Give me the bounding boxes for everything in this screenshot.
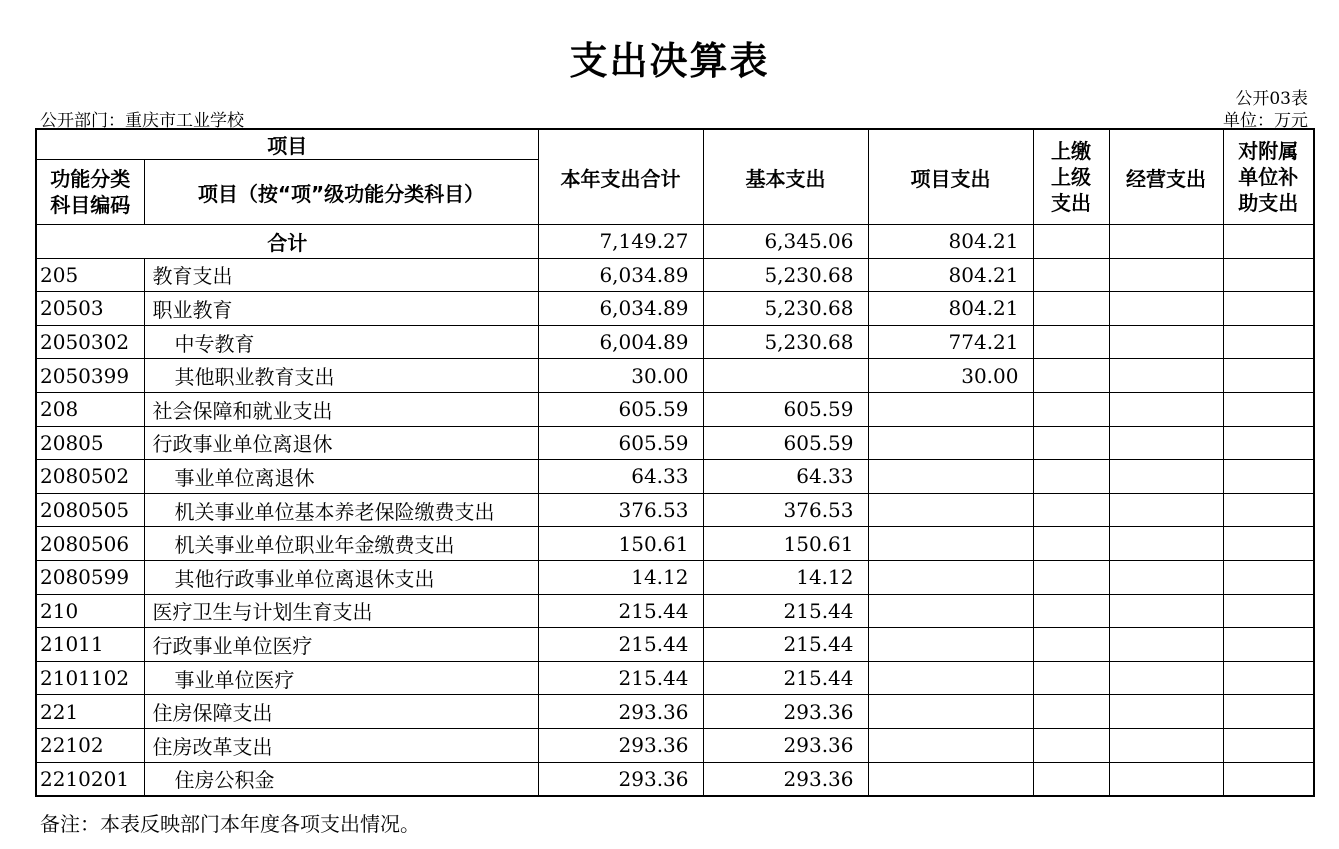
code-cell: 2080502 bbox=[36, 460, 144, 494]
total-cell: 293.36 bbox=[538, 728, 703, 762]
project-cell bbox=[868, 762, 1033, 796]
basic-cell: 5,230.68 bbox=[703, 258, 868, 292]
subsidy-cell bbox=[1223, 594, 1314, 628]
code-cell: 2080505 bbox=[36, 493, 144, 527]
header-name: 项目（按“项”级功能分类科目） bbox=[144, 160, 538, 225]
name-cell: 医疗卫生与计划生育支出 bbox=[144, 594, 538, 628]
basic-cell: 5,230.68 bbox=[703, 325, 868, 359]
basic-cell: 150.61 bbox=[703, 527, 868, 561]
total-cell: 605.59 bbox=[538, 426, 703, 460]
business-cell bbox=[1109, 460, 1223, 494]
upper-cell bbox=[1033, 527, 1109, 561]
header-upper: 上缴上级支出 bbox=[1033, 129, 1109, 225]
basic-cell: 215.44 bbox=[703, 594, 868, 628]
upper-cell bbox=[1033, 762, 1109, 796]
total-cell: 7,149.27 bbox=[538, 225, 703, 259]
basic-cell: 5,230.68 bbox=[703, 292, 868, 326]
subsidy-cell bbox=[1223, 493, 1314, 527]
subsidy-cell bbox=[1223, 292, 1314, 326]
project-cell: 804.21 bbox=[868, 225, 1033, 259]
name-cell: 其他行政事业单位离退休支出 bbox=[144, 560, 538, 594]
upper-cell bbox=[1033, 460, 1109, 494]
footnote: 备注：本表反映部门本年度各项支出情况。 bbox=[40, 812, 420, 836]
subsidy-cell bbox=[1223, 325, 1314, 359]
name-cell: 住房改革支出 bbox=[144, 728, 538, 762]
subsidy-cell bbox=[1223, 695, 1314, 729]
subsidy-cell bbox=[1223, 661, 1314, 695]
project-cell bbox=[868, 493, 1033, 527]
project-cell: 804.21 bbox=[868, 258, 1033, 292]
basic-cell: 293.36 bbox=[703, 762, 868, 796]
project-cell bbox=[868, 695, 1033, 729]
business-cell bbox=[1109, 695, 1223, 729]
basic-cell: 293.36 bbox=[703, 728, 868, 762]
project-cell bbox=[868, 661, 1033, 695]
business-cell bbox=[1109, 493, 1223, 527]
upper-cell bbox=[1033, 560, 1109, 594]
code-cell: 22102 bbox=[36, 728, 144, 762]
business-cell bbox=[1109, 628, 1223, 662]
header-project: 项目支出 bbox=[868, 129, 1033, 225]
name-cell: 事业单位离退休 bbox=[144, 460, 538, 494]
business-cell bbox=[1109, 560, 1223, 594]
header-basic: 基本支出 bbox=[703, 129, 868, 225]
name-cell: 社会保障和就业支出 bbox=[144, 392, 538, 426]
basic-cell: 215.44 bbox=[703, 628, 868, 662]
header-code: 功能分类科目编码 bbox=[36, 160, 144, 225]
business-cell bbox=[1109, 762, 1223, 796]
subsidy-cell bbox=[1223, 426, 1314, 460]
business-cell bbox=[1109, 225, 1223, 259]
business-cell bbox=[1109, 527, 1223, 561]
header-item-group: 项目 bbox=[36, 129, 538, 160]
subsidy-cell bbox=[1223, 258, 1314, 292]
table-row bbox=[36, 695, 1314, 729]
business-cell bbox=[1109, 426, 1223, 460]
total-cell: 6,004.89 bbox=[538, 325, 703, 359]
upper-cell bbox=[1033, 594, 1109, 628]
code-cell: 2080599 bbox=[36, 560, 144, 594]
code-cell: 20805 bbox=[36, 426, 144, 460]
code-cell: 2050302 bbox=[36, 325, 144, 359]
code-cell: 2210201 bbox=[36, 762, 144, 796]
basic-cell: 376.53 bbox=[703, 493, 868, 527]
business-cell bbox=[1109, 359, 1223, 393]
total-cell: 215.44 bbox=[538, 628, 703, 662]
subsidy-cell bbox=[1223, 560, 1314, 594]
basic-cell: 605.59 bbox=[703, 426, 868, 460]
upper-cell bbox=[1033, 695, 1109, 729]
project-cell bbox=[868, 560, 1033, 594]
table-row bbox=[36, 628, 1314, 662]
name-cell: 住房保障支出 bbox=[144, 695, 538, 729]
name-cell: 住房公积金 bbox=[144, 762, 538, 796]
upper-cell bbox=[1033, 392, 1109, 426]
basic-cell: 215.44 bbox=[703, 661, 868, 695]
business-cell bbox=[1109, 392, 1223, 426]
total-cell: 64.33 bbox=[538, 460, 703, 494]
project-cell: 30.00 bbox=[868, 359, 1033, 393]
project-cell: 774.21 bbox=[868, 325, 1033, 359]
name-cell: 机关事业单位基本养老保险缴费支出 bbox=[144, 493, 538, 527]
unit-label: 单位：万元 bbox=[1223, 111, 1308, 131]
table-row bbox=[36, 728, 1314, 762]
table-row bbox=[36, 661, 1314, 695]
subsidy-cell bbox=[1223, 392, 1314, 426]
page-title: 支出决算表 bbox=[569, 39, 770, 83]
code-cell: 205 bbox=[36, 258, 144, 292]
code-cell: 208 bbox=[36, 392, 144, 426]
table-row bbox=[36, 594, 1314, 628]
project-cell bbox=[868, 594, 1033, 628]
total-row bbox=[36, 225, 1314, 259]
upper-cell bbox=[1033, 728, 1109, 762]
basic-cell: 14.12 bbox=[703, 560, 868, 594]
name-cell: 机关事业单位职业年金缴费支出 bbox=[144, 527, 538, 561]
business-cell bbox=[1109, 258, 1223, 292]
upper-cell bbox=[1033, 426, 1109, 460]
basic-cell: 6,345.06 bbox=[703, 225, 868, 259]
total-cell: 14.12 bbox=[538, 560, 703, 594]
business-cell bbox=[1109, 292, 1223, 326]
table-row bbox=[36, 527, 1314, 561]
project-cell bbox=[868, 527, 1033, 561]
subsidy-cell bbox=[1223, 460, 1314, 494]
name-cell: 行政事业单位医疗 bbox=[144, 628, 538, 662]
subsidy-cell bbox=[1223, 762, 1314, 796]
business-cell bbox=[1109, 728, 1223, 762]
department-label: 公开部门：重庆市工业学校 bbox=[40, 111, 244, 131]
project-cell bbox=[868, 460, 1033, 494]
project-cell bbox=[868, 628, 1033, 662]
project-cell bbox=[868, 426, 1033, 460]
name-cell: 其他职业教育支出 bbox=[144, 359, 538, 393]
basic-cell: 605.59 bbox=[703, 392, 868, 426]
expenditure-table bbox=[35, 128, 1315, 797]
upper-cell bbox=[1033, 493, 1109, 527]
total-cell: 605.59 bbox=[538, 392, 703, 426]
table-row bbox=[36, 460, 1314, 494]
name-cell: 行政事业单位离退休 bbox=[144, 426, 538, 460]
table-row bbox=[36, 426, 1314, 460]
total-cell: 376.53 bbox=[538, 493, 703, 527]
table-row bbox=[36, 258, 1314, 292]
basic-cell: 293.36 bbox=[703, 695, 868, 729]
project-cell bbox=[868, 728, 1033, 762]
table-row bbox=[36, 493, 1314, 527]
business-cell bbox=[1109, 661, 1223, 695]
basic-cell bbox=[703, 359, 868, 393]
subsidy-cell bbox=[1223, 527, 1314, 561]
upper-cell bbox=[1033, 292, 1109, 326]
table-body bbox=[36, 225, 1314, 797]
total-cell: 6,034.89 bbox=[538, 258, 703, 292]
header-business: 经营支出 bbox=[1109, 129, 1223, 225]
total-label: 合计 bbox=[36, 225, 538, 259]
code-cell: 2080506 bbox=[36, 527, 144, 561]
code-cell: 21011 bbox=[36, 628, 144, 662]
project-cell bbox=[868, 392, 1033, 426]
total-cell: 215.44 bbox=[538, 661, 703, 695]
subsidy-cell bbox=[1223, 628, 1314, 662]
upper-cell bbox=[1033, 359, 1109, 393]
header-total: 本年支出合计 bbox=[538, 129, 703, 225]
table-row bbox=[36, 359, 1314, 393]
code-cell: 2050399 bbox=[36, 359, 144, 393]
table-row bbox=[36, 560, 1314, 594]
subsidy-cell bbox=[1223, 225, 1314, 259]
business-cell bbox=[1109, 325, 1223, 359]
name-cell: 职业教育 bbox=[144, 292, 538, 326]
total-cell: 293.36 bbox=[538, 695, 703, 729]
table-row bbox=[36, 325, 1314, 359]
business-cell bbox=[1109, 594, 1223, 628]
subsidy-cell bbox=[1223, 359, 1314, 393]
table-code: 公开03表 bbox=[1235, 89, 1308, 109]
code-cell: 210 bbox=[36, 594, 144, 628]
upper-cell bbox=[1033, 628, 1109, 662]
upper-cell bbox=[1033, 325, 1109, 359]
header-subsidy: 对附属单位补助支出 bbox=[1223, 129, 1314, 225]
name-cell: 教育支出 bbox=[144, 258, 538, 292]
name-cell: 中专教育 bbox=[144, 325, 538, 359]
table-row bbox=[36, 392, 1314, 426]
table-row bbox=[36, 762, 1314, 796]
total-cell: 6,034.89 bbox=[538, 292, 703, 326]
total-cell: 293.36 bbox=[538, 762, 703, 796]
project-cell: 804.21 bbox=[868, 292, 1033, 326]
code-cell: 221 bbox=[36, 695, 144, 729]
name-cell: 事业单位医疗 bbox=[144, 661, 538, 695]
upper-cell bbox=[1033, 661, 1109, 695]
basic-cell: 64.33 bbox=[703, 460, 868, 494]
code-cell: 2101102 bbox=[36, 661, 144, 695]
upper-cell bbox=[1033, 225, 1109, 259]
code-cell: 20503 bbox=[36, 292, 144, 326]
total-cell: 30.00 bbox=[538, 359, 703, 393]
subsidy-cell bbox=[1223, 728, 1314, 762]
total-cell: 150.61 bbox=[538, 527, 703, 561]
table-row bbox=[36, 292, 1314, 326]
total-cell: 215.44 bbox=[538, 594, 703, 628]
upper-cell bbox=[1033, 258, 1109, 292]
